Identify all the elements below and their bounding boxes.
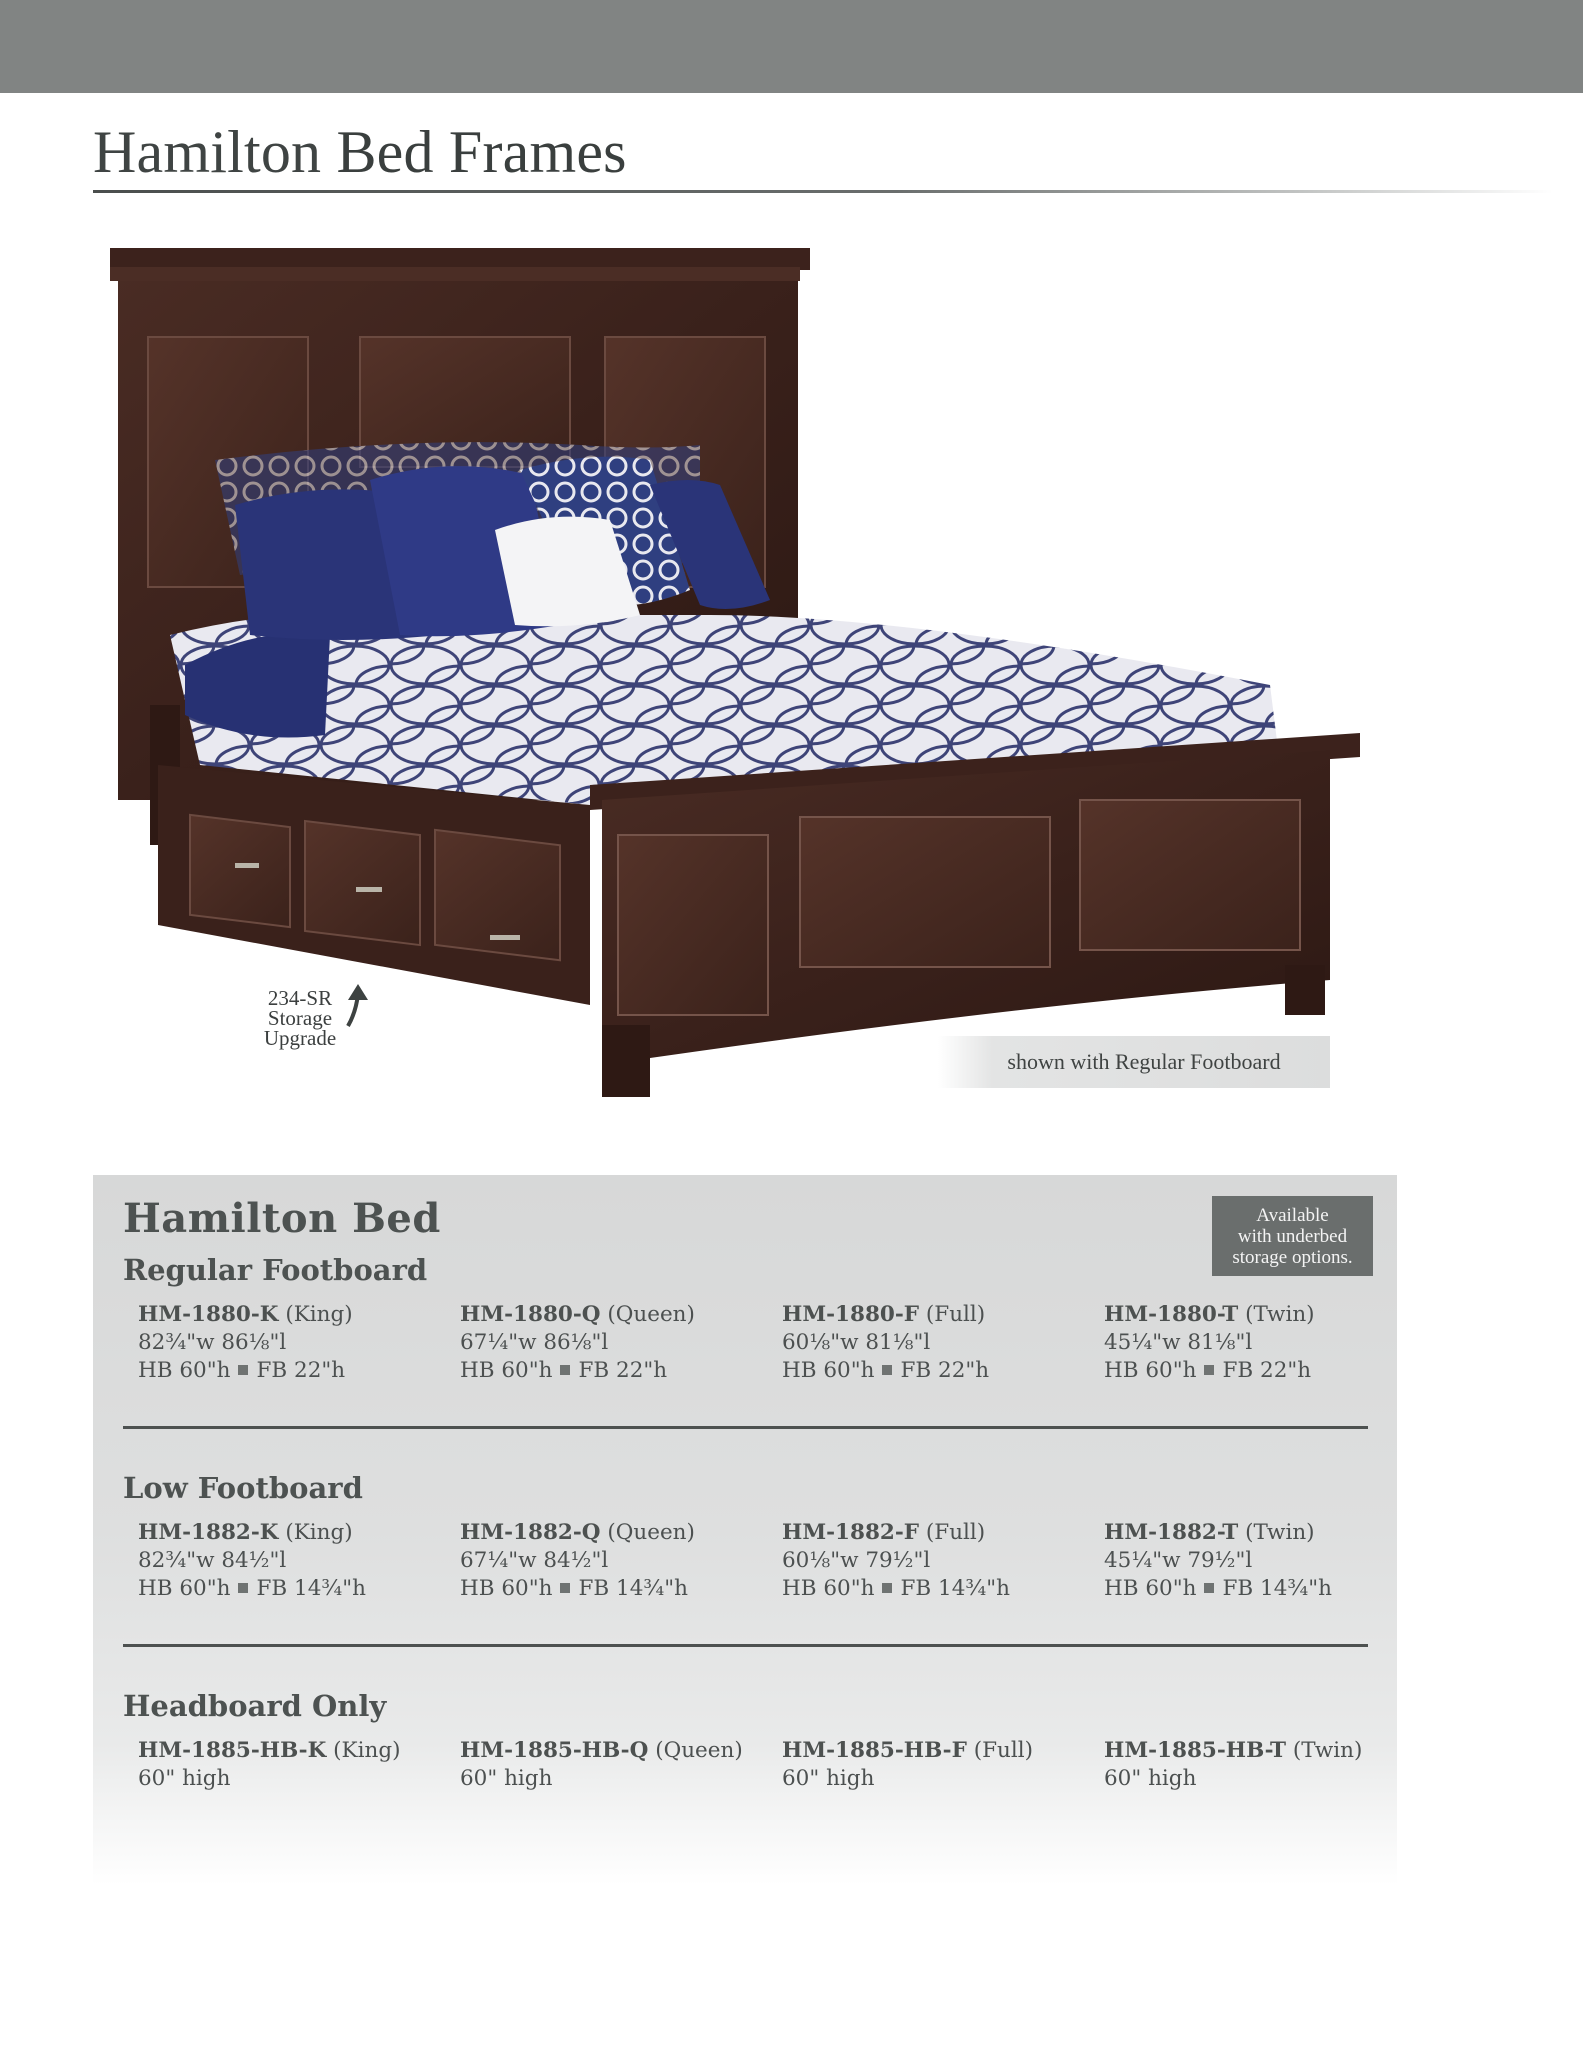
footboard-height: FB 22"h — [1222, 1358, 1312, 1383]
spec-item — [782, 1301, 1104, 1385]
footboard-height: FB 22"h — [578, 1358, 668, 1383]
headboard-height: HB 60"h — [138, 1358, 231, 1383]
section-divider — [123, 1644, 1368, 1647]
size-label: (Full) — [973, 1738, 1034, 1763]
section-title-low: Low Footboard — [123, 1471, 363, 1505]
footboard-height: FB 14¾"h — [900, 1576, 1010, 1601]
size-label: (Full) — [925, 1302, 986, 1327]
badge-line: with underbed — [1237, 1225, 1348, 1247]
page-title-bold: Bed Frames — [336, 119, 627, 185]
model-code: HM-1880-T — [1104, 1302, 1239, 1327]
footboard-height: FB 14¾"h — [256, 1576, 366, 1601]
size-label: (Queen) — [607, 1302, 695, 1327]
model-code: HM-1882-T — [1104, 1520, 1239, 1545]
photo-caption: shown with Regular Footboard — [938, 1036, 1330, 1088]
model-code: HM-1885-HB-F — [782, 1738, 967, 1763]
headboard-height: HB 60"h — [782, 1576, 875, 1601]
headboard-height: HB 60"h — [1104, 1576, 1197, 1601]
square-bullet-icon — [238, 1365, 248, 1375]
height: 60" high — [138, 1766, 231, 1791]
spec-item — [460, 1519, 782, 1603]
size-label: (Twin) — [1292, 1738, 1363, 1763]
square-bullet-icon — [1204, 1583, 1214, 1593]
page-title — [93, 118, 627, 187]
dimensions: 67¼"w 86⅛"l — [460, 1330, 609, 1355]
height: 60" high — [1104, 1766, 1197, 1791]
headboard-height: HB 60"h — [460, 1576, 553, 1601]
spec-item — [1104, 1737, 1426, 1793]
dimensions: 60⅛"w 81⅛"l — [782, 1330, 931, 1355]
footboard-height: FB 14¾"h — [578, 1576, 688, 1601]
dimensions: 60⅛"w 79½"l — [782, 1548, 931, 1573]
dimensions: 45¼"w 81⅛"l — [1104, 1330, 1253, 1355]
size-label: (Full) — [925, 1520, 986, 1545]
height: 60" high — [460, 1766, 553, 1791]
footboard-height: FB 14¾"h — [1222, 1576, 1332, 1601]
size-label: (King) — [333, 1738, 401, 1763]
arrow-up-icon — [344, 982, 372, 1028]
callout-line: Storage — [267, 1006, 333, 1030]
model-code: HM-1885-HB-Q — [460, 1738, 649, 1763]
spec-item — [782, 1737, 1104, 1793]
headboard-height: HB 60"h — [782, 1358, 875, 1383]
spec-item — [782, 1519, 1104, 1603]
height: 60" high — [782, 1766, 875, 1791]
callout-line: Upgrade — [263, 1026, 337, 1050]
square-bullet-icon — [882, 1583, 892, 1593]
model-code: HM-1880-F — [782, 1302, 920, 1327]
size-label: (Queen) — [607, 1520, 695, 1545]
badge-line: Available — [1256, 1204, 1329, 1226]
dimensions: 67¼"w 84½"l — [460, 1548, 609, 1573]
model-code: HM-1882-K — [138, 1520, 279, 1545]
model-code: HM-1885-HB-K — [138, 1738, 327, 1763]
spec-item — [138, 1737, 460, 1793]
model-code: HM-1882-Q — [460, 1520, 601, 1545]
square-bullet-icon — [882, 1365, 892, 1375]
square-bullet-icon — [560, 1365, 570, 1375]
dimensions: 82¾"w 86⅛"l — [138, 1330, 287, 1355]
size-label: (Twin) — [1245, 1302, 1315, 1327]
section-title-headboard: Headboard Only — [123, 1689, 387, 1723]
square-bullet-icon — [238, 1583, 248, 1593]
storage-upgrade-callout — [248, 988, 352, 1048]
dimensions: 45¼"w 79½"l — [1104, 1548, 1253, 1573]
spec-item — [460, 1737, 782, 1793]
dimensions: 82¾"w 84½"l — [138, 1548, 287, 1573]
title-rule — [93, 190, 1553, 193]
section-title-regular: Regular Footboard — [123, 1253, 428, 1287]
section-divider — [123, 1426, 1368, 1429]
square-bullet-icon — [1204, 1365, 1214, 1375]
size-label: (Twin) — [1245, 1520, 1315, 1545]
panel-title: Hamilton Bed — [123, 1195, 441, 1242]
spec-item — [460, 1301, 782, 1385]
footboard-height: FB 22"h — [256, 1358, 346, 1383]
top-banner — [0, 0, 1583, 93]
callout-line: 234-SR — [267, 986, 333, 1010]
page-title-light: Hamilton — [93, 119, 322, 185]
headboard-height: HB 60"h — [460, 1358, 553, 1383]
model-code: HM-1880-K — [138, 1302, 279, 1327]
size-label: (Queen) — [655, 1738, 743, 1763]
square-bullet-icon — [560, 1583, 570, 1593]
spec-item — [138, 1301, 460, 1385]
bed-photo — [110, 245, 1370, 1105]
size-label: (King) — [285, 1520, 353, 1545]
storage-badge — [1212, 1196, 1373, 1276]
model-code: HM-1882-F — [782, 1520, 920, 1545]
spec-item — [1104, 1519, 1426, 1603]
footboard-height: FB 22"h — [900, 1358, 990, 1383]
headboard-height: HB 60"h — [138, 1576, 231, 1601]
spec-item — [138, 1519, 460, 1603]
spec-item — [1104, 1301, 1426, 1385]
size-label: (King) — [285, 1302, 353, 1327]
model-code: HM-1885-HB-T — [1104, 1738, 1287, 1763]
spec-panel — [93, 1175, 1397, 1885]
badge-line: storage options. — [1232, 1246, 1353, 1268]
model-code: HM-1880-Q — [460, 1302, 601, 1327]
headboard-height: HB 60"h — [1104, 1358, 1197, 1383]
